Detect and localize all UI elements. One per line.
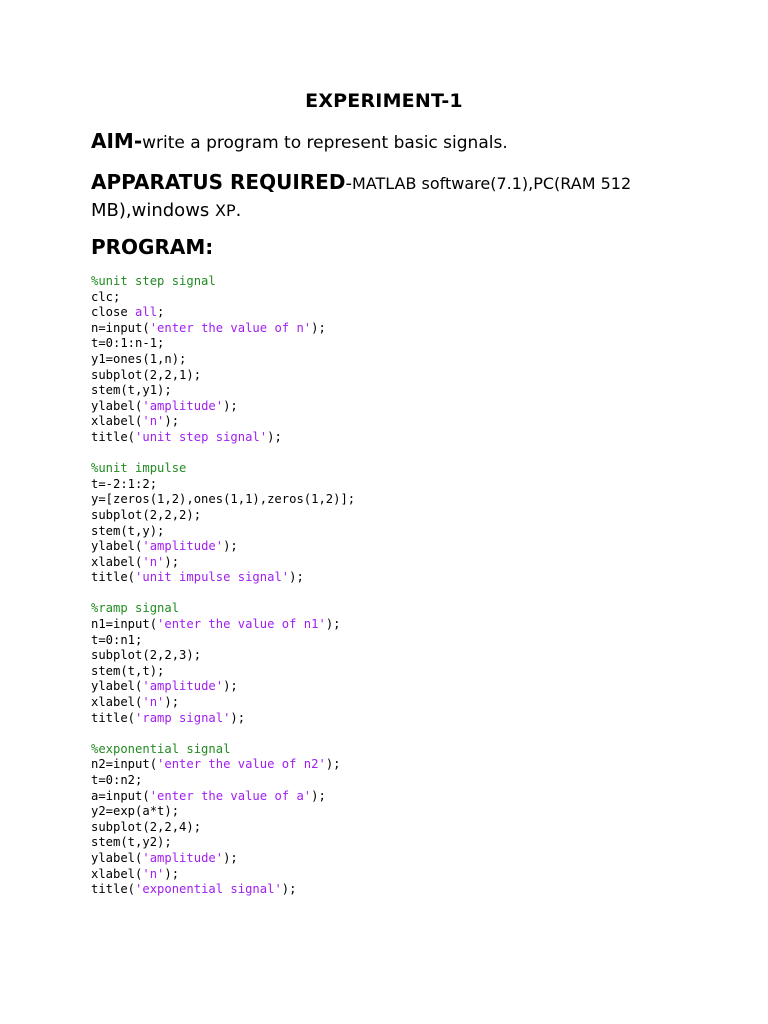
code-line	[91, 399, 355, 415]
code-text: );	[325, 617, 341, 632]
code-line	[91, 414, 355, 430]
code-keyword: all	[135, 305, 158, 320]
code-blank-line	[91, 586, 355, 602]
code-text: subplot(2,2,3);	[91, 648, 202, 663]
code-text: title(	[91, 882, 136, 897]
code-text: xlabel(	[91, 554, 143, 569]
code-text: );	[311, 788, 326, 803]
code-string: 'n'	[142, 414, 165, 429]
code-line	[91, 461, 355, 477]
code-string: 'n'	[142, 866, 165, 881]
apparatus-part2: MB),windows	[91, 200, 216, 221]
code-string: 'unit step signal'	[135, 429, 268, 444]
code-line	[91, 539, 355, 555]
apparatus-part4: .	[235, 200, 242, 221]
code-text: );	[223, 539, 238, 554]
code-text: );	[164, 414, 180, 429]
code-text: n1=input(	[91, 617, 158, 632]
code-line	[91, 383, 355, 399]
code-text: close	[91, 305, 136, 320]
code-line	[91, 648, 355, 664]
code-text: ;	[157, 305, 165, 320]
code-text: ylabel(	[91, 679, 143, 694]
code-text: );	[223, 679, 238, 694]
aim-paragraph	[91, 129, 508, 155]
code-text: t=0:n2;	[91, 773, 143, 787]
code-text: stem(t,t);	[91, 663, 165, 678]
code-line	[91, 336, 355, 352]
code-text: stem(t,y);	[91, 523, 165, 538]
code-text: ylabel(	[91, 398, 143, 413]
code-text: );	[311, 320, 326, 335]
code-line	[91, 695, 355, 711]
code-text: );	[281, 882, 297, 897]
code-text: n2=input(	[91, 757, 158, 772]
code-text: subplot(2,2,2);	[91, 507, 202, 522]
code-string: 'enter the value of n1'	[157, 617, 326, 632]
code-line	[91, 570, 355, 586]
code-string: 'amplitude'	[142, 850, 224, 865]
code-line	[91, 555, 355, 571]
code-text: xlabel(	[91, 414, 143, 429]
code-line	[91, 789, 355, 805]
code-text: title(	[91, 429, 136, 444]
code-text: ylabel(	[91, 850, 143, 865]
aim-text: write a program to represent basic signals.	[142, 133, 508, 153]
code-text: stem(t,y1);	[91, 383, 172, 398]
code-string: 'ramp signal'	[135, 710, 231, 725]
program-heading: PROGRAM:	[91, 235, 214, 259]
code-block	[91, 274, 355, 898]
code-text: y2=exp(a*t);	[91, 804, 180, 819]
apparatus-part1: MATLAB software(7.1),PC(RAM 512	[351, 174, 632, 193]
code-blank-line	[91, 446, 355, 462]
code-string: 'enter the value of a'	[149, 788, 312, 803]
apparatus-part3: XP	[215, 201, 236, 220]
code-line	[91, 524, 355, 540]
code-string: 'amplitude'	[142, 679, 224, 694]
code-line	[91, 633, 355, 649]
code-string: 'unit impulse signal'	[135, 570, 290, 585]
code-line	[91, 368, 355, 384]
code-line	[91, 742, 355, 758]
code-text: );	[267, 429, 282, 444]
apparatus-paragraph	[91, 169, 691, 224]
code-line	[91, 851, 355, 867]
code-string: 'enter the value of n2'	[157, 757, 326, 772]
code-line	[91, 508, 355, 524]
code-line	[91, 601, 355, 617]
code-line	[91, 290, 355, 306]
aim-label: AIM-	[91, 129, 143, 153]
code-text: title(	[91, 710, 136, 725]
code-blank-line	[91, 726, 355, 742]
code-text: title(	[91, 570, 136, 585]
code-line	[91, 867, 355, 883]
code-comment: %exponential signal	[91, 741, 231, 756]
code-text: subplot(2,2,1);	[91, 367, 202, 382]
code-text: );	[230, 710, 246, 725]
code-comment: %unit step signal	[91, 274, 216, 288]
code-text: );	[223, 850, 238, 865]
code-text: );	[289, 570, 304, 585]
code-line	[91, 430, 355, 446]
code-text: t=0:1:n-1;	[91, 336, 165, 351]
code-line	[91, 773, 355, 789]
code-string: 'amplitude'	[142, 539, 224, 554]
code-text: y1=ones(1,n);	[91, 351, 187, 366]
code-text: );	[325, 757, 341, 772]
code-string: 'enter the value of n'	[149, 320, 312, 335]
code-text: y=[zeros(1,2),ones(1,1),zeros(1,2)];	[91, 492, 356, 507]
code-text: );	[164, 554, 180, 569]
code-line	[91, 274, 355, 290]
code-text: clc;	[91, 289, 121, 304]
code-comment: %ramp signal	[91, 601, 180, 616]
code-line	[91, 477, 355, 493]
code-text: stem(t,y2);	[91, 835, 172, 850]
code-line	[91, 664, 355, 680]
code-string: 'n'	[142, 554, 165, 569]
code-comment: %unit impulse	[91, 461, 187, 476]
code-text: a=input(	[91, 788, 150, 803]
code-line	[91, 352, 355, 368]
code-text: xlabel(	[91, 695, 143, 710]
page-title: EXPERIMENT-1	[305, 90, 463, 112]
code-line	[91, 804, 355, 820]
code-string: 'amplitude'	[142, 398, 224, 413]
code-line	[91, 617, 355, 633]
code-text: n=input(	[91, 320, 150, 335]
code-text: subplot(2,2,4);	[91, 819, 202, 834]
code-line	[91, 305, 355, 321]
code-line	[91, 711, 355, 727]
code-text: t=0:n1;	[91, 632, 143, 647]
code-line	[91, 492, 355, 508]
code-text: xlabel(	[91, 866, 143, 881]
code-string: 'n'	[142, 695, 165, 710]
code-line	[91, 757, 355, 773]
code-line	[91, 679, 355, 695]
apparatus-dash: -	[345, 173, 352, 194]
code-text: ylabel(	[91, 539, 143, 554]
code-line	[91, 820, 355, 836]
code-text: );	[164, 695, 180, 710]
code-string: 'exponential signal'	[135, 882, 282, 897]
apparatus-label: APPARATUS REQUIRED	[91, 170, 346, 194]
code-line	[91, 321, 355, 337]
code-line	[91, 882, 355, 898]
code-line	[91, 835, 355, 851]
code-text: );	[164, 866, 180, 881]
code-text: t=-2:1:2;	[91, 476, 158, 491]
code-text: );	[223, 398, 238, 413]
